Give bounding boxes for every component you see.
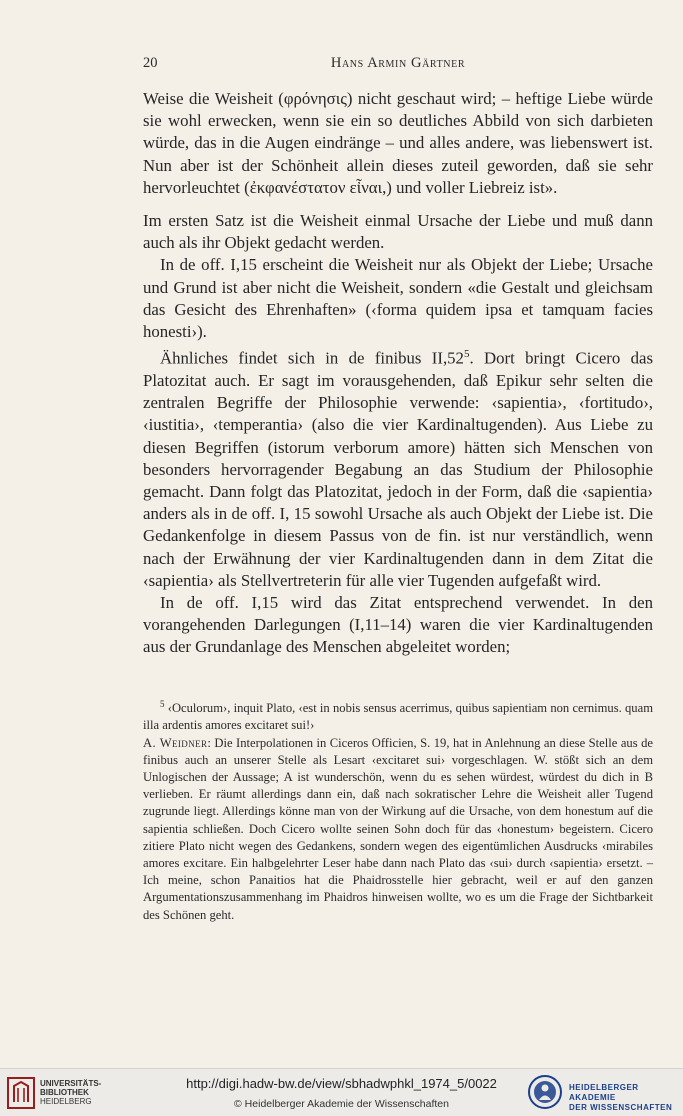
document-url-link[interactable]: http://digi.hadw-bw.de/view/sbhadwphkl_1974_5/0022 (186, 1076, 497, 1091)
footnote-body: : Die Interpolationen in Ciceros Officien, S. 19, hat in Anlehnung an diese Stelle aus de finibus auch an unserer Stelle als Lesart ‹excitaret sui› vorgeschlagen. W. stößt sich an dem Unlogischen der Aussage; A ist wunderschön, wenn du es sehen würdest, würdest du dich in B verlieben. Er räumt allerdings dann ein, daß nach sokratischer Lehre die Weisheit aller Tugend zugrunde liegt. Allerdings könne man von der Wirkung auf die Ursache, von dem honestum auf die sapientia schließen. Doch Cicero wollte seinen Sohn doch für das ‹honestum› begeistern. Cicero zitiere Plato nicht wegen des Gedankens, sondern wegen des eigentümlichen Ausdrucks ‹mirabiles amores excitare. Ein halbgelehrter Leser habe dann nach Plato das ‹sui› durch ‹sapientia› ersetzt. – Ich meine, schon Panaitios hat die Phaidrosstelle hier gebracht, weil er auf den ganzen Argumentationszusammenhang im Phaidros hinweisen wollte, wo es um die Frage der Sichtbarkeit des Schönen geht. (143, 735, 653, 922)
footnote-author: A. Weidner (143, 735, 208, 750)
footnote-text (143, 735, 653, 924)
page-header (143, 55, 653, 75)
viewer-footer (0, 1068, 683, 1116)
paragraph: Weise die Weisheit (φρόνησις) nicht geschaut wird; – heftige Liebe würde sie wohl erwecken, wenn sie ein so deutliches Abbild von sich darbieten würde, das in die Augen eindränge – und alles andere, was liebenswert ist. Nun aber ist der Schönheit allein dieses zuteil geworden, daß sie sehr hervorleuchtet (ἐκφανέστατον εἶναι,) und voller Liebreiz ist». (143, 89, 653, 197)
paragraph (143, 343, 653, 592)
footnote-marker: 5 (160, 699, 165, 709)
library-name-line: UNIVERSITÄTS- (40, 1079, 102, 1088)
library-name-line: BIBLIOTHEK (40, 1088, 89, 1097)
academy-name (569, 1083, 683, 1113)
paragraph: In de off. I,15 wird das Zitat entsprechend verwendet. In den vorangehenden Darlegungen (I,11–14) waren die vier Kardinaltugenden aus der Grundanlage des Menschen abgeleitet worden; (143, 593, 653, 657)
library-name-line: HEIDELBERG (40, 1097, 92, 1106)
academy-seal-icon[interactable] (527, 1074, 563, 1110)
footnote (143, 696, 653, 924)
paragraph-text: . Dort bringt Cicero das Platozitat auch. Er sagt im vorausgehenden, daß Epikur sehr selten die zentralen Begriffe der Philosophie verwende: ‹sapientia›, ‹fortitudo›, ‹iustitia›, ‹temperantia› (also die vier Kardinaltugenden). Aus Liebe zu diesen Begriffen (istorum verborum amore) hätten sich Menschen von besonders hervorragender Begabung an das Studium der Philosophie gemacht. Dann folgt das Platozitat, jedoch in der Form, daß die ‹sapientia› anders als in de off. I, 15 sowohl Ursache als auch Objekt der Liebe ist. Die Gedankenfolge in diesem Passus von de fin. ist nur verständlich, wenn nach der Erwähnung der vier Kardinaltugenden dann in dem Zitat die ‹sapientia› als Stellvertreterin für alle vier Tugenden aufgefaßt wird. (143, 348, 653, 590)
paragraph: In de off. I,15 erscheint die Weisheit nur als Objekt der Liebe; Ursache und Grund ist aber nicht die Weisheit, sondern «die Gestalt und gleichsam das Gesicht des Ehrenhaften» (‹forma quidem ipsa et tamquam facies honesti›). (143, 255, 653, 342)
academy-name-line: DER WISSENSCHAFTEN (569, 1103, 673, 1112)
main-text (143, 88, 653, 659)
academy-name-line: HEIDELBERGER AKADEMIE (569, 1083, 639, 1102)
copyright-notice: © Heidelberger Akademie der Wissenschaften (234, 1098, 449, 1110)
paragraph: Im ersten Satz ist die Weisheit einmal Ursache der Liebe und muß dann auch als ihr Objekt gedacht werden. (143, 211, 653, 253)
footnote-reference[interactable]: 5 (463, 348, 470, 361)
footnote-quote: ‹Oculorum›, inquit Plato, ‹est in nobis sensus acerrimus, quibus sapientiam non cernimus. quam illa ardentis amores excitaret sui!› (143, 701, 653, 733)
running-head: Hans Armin Gärtner (330, 55, 466, 71)
footnote-text (143, 696, 653, 735)
page-number: 20 (143, 55, 158, 71)
paragraph-text: Ähnliches findet sich in de finibus II,52 (160, 348, 464, 368)
